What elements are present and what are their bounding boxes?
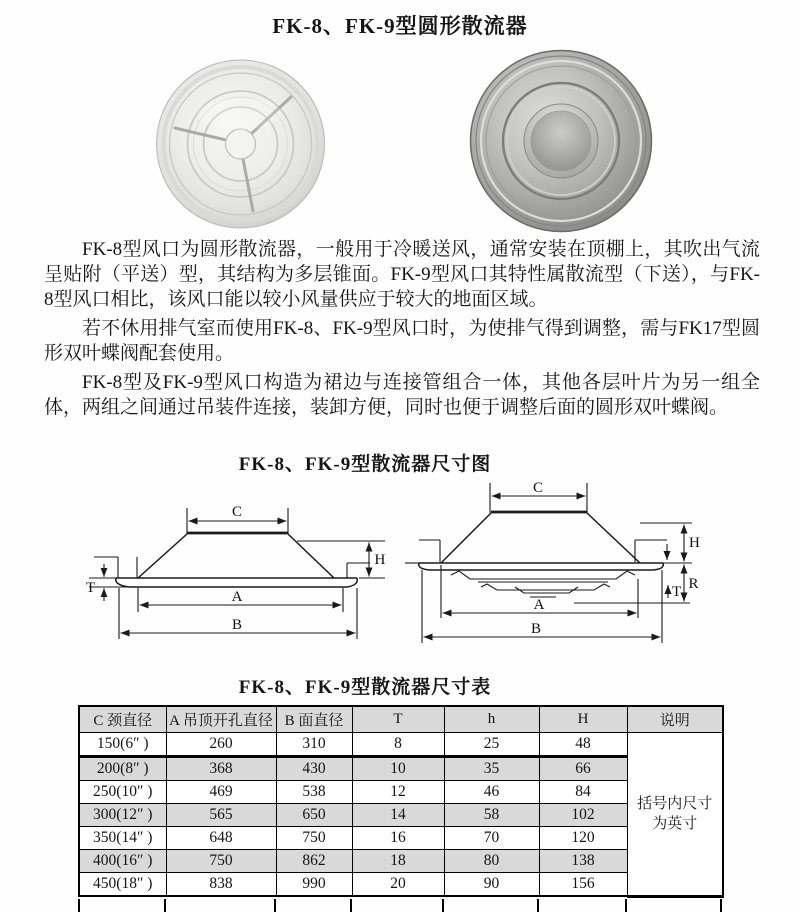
table-row xyxy=(79,873,723,897)
cell: 8 xyxy=(352,733,444,757)
cell: 565 xyxy=(166,804,276,827)
note-cell: 括号内尺寸为英寸 xyxy=(627,733,723,897)
cell: 20 xyxy=(352,873,444,897)
table-row xyxy=(79,757,723,781)
col-header-c: C 颈直径 xyxy=(79,706,166,733)
center-cone xyxy=(531,111,591,171)
diffuser-photo-rear xyxy=(155,58,327,230)
fk9-label-c: C xyxy=(532,480,544,496)
cell: 35 xyxy=(444,757,539,781)
stub xyxy=(720,899,722,912)
col-header-a: A 吊顶开孔直径 xyxy=(166,706,276,733)
paragraph-1: FK-8型风口为圆形散流器，一般用于冷暖送风，通常安装在顶棚上，其吹出气流呈贴附（平送）型，其结构为多层锥面。FK-9型风口其特性属散流型（下送），与FK-8型风口相比，该风口能以较小风量供应于较大的地面区域。 xyxy=(44,239,760,310)
stub xyxy=(537,899,539,912)
fk9-label-a: A xyxy=(533,597,545,613)
table-row xyxy=(79,850,723,873)
col-header-h-small: h xyxy=(444,706,539,733)
dimension-table xyxy=(78,705,724,898)
fk8-label-t: T xyxy=(86,580,96,596)
paragraph-2: 若不休用排气室而使用FK-8、FK-9型风口时，为使排气得到调整，需与FK17型圆形双叶蝶阀配套使用。 xyxy=(44,318,760,364)
fk8-label-b: B xyxy=(231,617,243,633)
col-header-h-big: H xyxy=(539,706,627,733)
cell: 156 xyxy=(539,873,627,897)
cell: 650 xyxy=(276,804,352,827)
fk9-label-b: B xyxy=(530,621,542,637)
fk9-dimension-drawing xyxy=(400,478,700,648)
cell: 14 xyxy=(352,804,444,827)
highlight xyxy=(198,98,282,130)
cell: 80 xyxy=(444,850,539,873)
cell: 58 xyxy=(444,804,539,827)
dimension-table-title: FK-8、FK-9型散流器尺寸表 xyxy=(238,677,492,698)
description-text xyxy=(44,237,760,420)
cell: 48 xyxy=(539,733,627,757)
table-row xyxy=(79,804,723,827)
hub xyxy=(226,129,256,159)
cell: 260 xyxy=(166,733,276,757)
cell: 368 xyxy=(166,757,276,781)
cell: 25 xyxy=(444,733,539,757)
cell: 350(14″ ) xyxy=(79,827,166,850)
cell: 16 xyxy=(352,827,444,850)
cell: 310 xyxy=(276,733,352,757)
cell: 750 xyxy=(276,827,352,850)
cell: 90 xyxy=(444,873,539,897)
cell: 46 xyxy=(444,781,539,804)
page-title: FK-8、FK-9型圆形散流器 xyxy=(272,14,528,38)
col-header-t: T xyxy=(352,706,444,733)
cell: 150(6″ ) xyxy=(79,733,166,757)
cell: 538 xyxy=(276,781,352,804)
cell: 18 xyxy=(352,850,444,873)
table-row xyxy=(79,781,723,804)
stub xyxy=(78,899,80,912)
cell: 990 xyxy=(276,873,352,897)
cell: 250(10″ ) xyxy=(79,781,166,804)
cell: 66 xyxy=(539,757,627,781)
cell: 10 xyxy=(352,757,444,781)
fk9-label-h: H xyxy=(689,535,700,551)
cell: 469 xyxy=(166,781,276,804)
cell: 300(12″ ) xyxy=(79,804,166,827)
cell: 430 xyxy=(276,757,352,781)
fk8-dimension-drawing xyxy=(85,500,397,645)
dimension-diagram-title: FK-8、FK-9型散流器尺寸图 xyxy=(238,454,492,475)
stub xyxy=(625,899,627,912)
stub xyxy=(442,899,444,912)
col-header-note: 说明 xyxy=(627,706,723,733)
cell: 120 xyxy=(539,827,627,850)
fk9-label-r: R xyxy=(688,576,699,592)
cell: 648 xyxy=(166,827,276,850)
cell: 750 xyxy=(166,850,276,873)
diffuser-photo-front xyxy=(468,48,654,234)
table-row xyxy=(79,733,723,757)
fk8-label-a: A xyxy=(231,589,243,605)
cell: 862 xyxy=(276,850,352,873)
fk8-label-c: C xyxy=(231,504,243,520)
cell: 102 xyxy=(539,804,627,827)
fk8-label-h: H xyxy=(374,552,386,568)
fk9-label-t: T xyxy=(672,584,682,600)
stub xyxy=(164,899,166,912)
paragraph-3: FK-8型及FK-9型风口构造为裙边与连接管组合一体，其他各层叶片为另一组全体，两组之间通过吊装件连接，装卸方便，同时也便于调整后面的圆形双叶蝶阀。 xyxy=(44,372,760,418)
table-row xyxy=(79,827,723,850)
stub xyxy=(350,899,352,912)
stub xyxy=(274,899,276,912)
col-header-b: B 面直径 xyxy=(276,706,352,733)
cell: 838 xyxy=(166,873,276,897)
cell: 84 xyxy=(539,781,627,804)
cell: 400(16″ ) xyxy=(79,850,166,873)
cell: 138 xyxy=(539,850,627,873)
cell: 12 xyxy=(352,781,444,804)
cell: 200(8″ ) xyxy=(79,757,166,781)
table-header-row xyxy=(79,706,723,733)
cell: 450(18″ ) xyxy=(79,873,166,897)
cell: 70 xyxy=(444,827,539,850)
